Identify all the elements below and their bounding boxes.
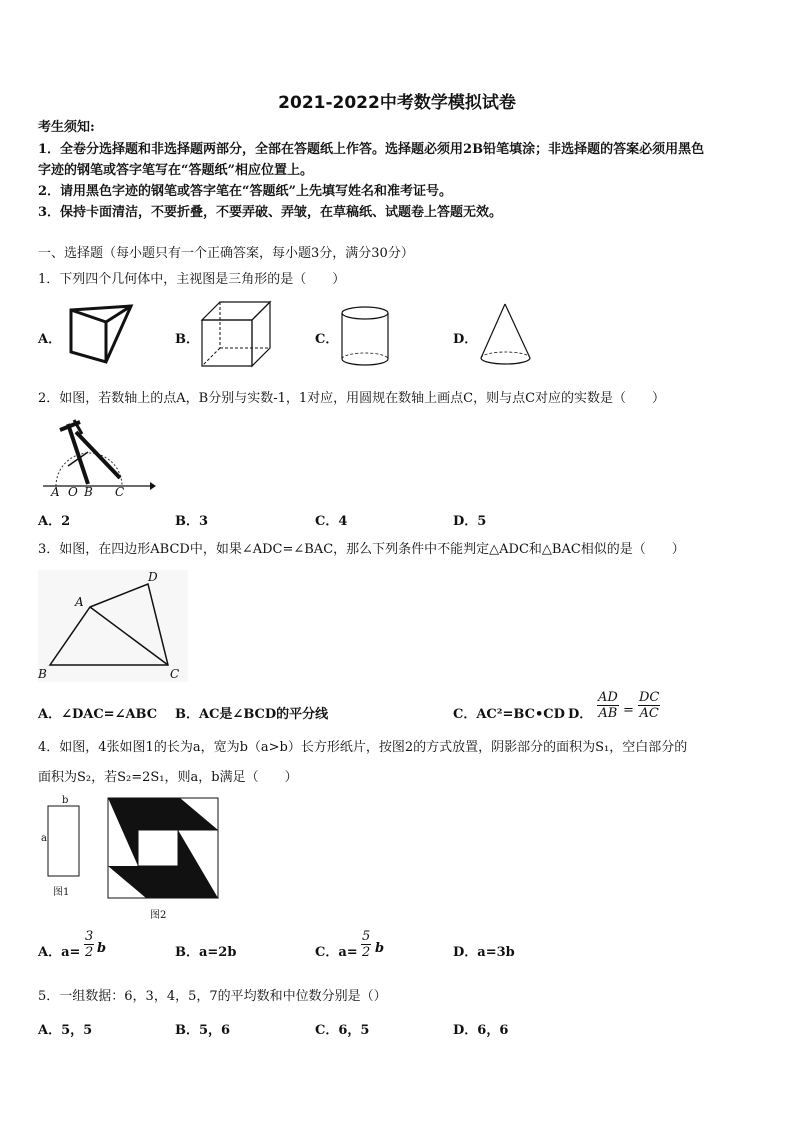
axis-label-b: B bbox=[84, 485, 93, 499]
q5-option-b[interactable]: B．5，6 bbox=[175, 1023, 231, 1038]
q4-option-c[interactable]: C．a= bbox=[315, 945, 358, 960]
notice-line: 3．保持卡面清洁，不要折叠，不要弄破、弄皱，在草稿纸、试题卷上答题无效。 bbox=[38, 205, 503, 220]
axis-label-o: O bbox=[68, 485, 78, 499]
point-label-a: A bbox=[75, 595, 84, 609]
q3-option-a[interactable]: A．∠DAC=∠ABC bbox=[38, 707, 158, 722]
question-4-stem-line1: 4．如图，4张如图1的长为a，宽为b（a>b）长方形纸片，按图2的方式放置，阴影部分的面积为S₁，空白部分的 bbox=[38, 740, 688, 755]
figure-1-rectangle bbox=[38, 796, 88, 896]
equals-sign: = bbox=[623, 703, 634, 718]
q4-option-a[interactable]: A．a= bbox=[38, 945, 81, 960]
q4-option-c-fraction: $\frac{5}{2}$ bbox=[362, 929, 371, 960]
fig2-caption: 图2 bbox=[150, 910, 167, 921]
fig1-caption: 图1 bbox=[53, 887, 70, 898]
question-3-stem: 3．如图，在四边形ABCD中，如果∠ADC=∠BAC，那么下列条件中不能判定△ADC和△BAC相似的是（ ） bbox=[38, 542, 685, 557]
question-4-stem-line2: 面积为S₂，若S₂=2S₁，则a，b满足（ ） bbox=[38, 770, 298, 785]
q1-option-c[interactable]: C． bbox=[315, 332, 339, 347]
q1-option-a[interactable]: A． bbox=[38, 332, 62, 347]
figure-2-shaded-square bbox=[106, 796, 226, 902]
q1-option-b[interactable]: B． bbox=[175, 332, 199, 347]
q2-option-d[interactable]: D．5 bbox=[453, 514, 487, 529]
point-label-c: C bbox=[170, 667, 180, 681]
cone-figure bbox=[478, 302, 536, 370]
cylinder-figure bbox=[340, 304, 392, 370]
question-5-stem: 5．一组数据：6，3，4，5，7的平均数和中位数分别是（） bbox=[38, 989, 387, 1004]
triangular-prism-figure bbox=[66, 302, 141, 370]
section-heading: 一、选择题（每小题只有一个正确答案，每小题3分，满分30分） bbox=[38, 246, 414, 261]
q4-option-c-tail: b bbox=[375, 941, 385, 956]
q3-option-b[interactable]: B．AC是∠BCD的平分线 bbox=[175, 707, 329, 722]
fig1-label-b: b bbox=[62, 795, 69, 806]
q2-option-c[interactable]: C．4 bbox=[315, 514, 348, 529]
point-label-b: B bbox=[38, 667, 47, 681]
fig1-label-a: a bbox=[41, 833, 47, 844]
quadrilateral-abcd-figure bbox=[38, 570, 188, 682]
notice-heading: 考生须知: bbox=[38, 120, 95, 135]
q3-fraction-dc-ac: $\frac{DC}{AC}$ bbox=[639, 690, 660, 721]
notice-line: 字迹的钢笔或答字笔写在“答题纸”相应位置上。 bbox=[38, 163, 313, 178]
question-1-stem: 1．下列四个几何体中，主视图是三角形的是（ ） bbox=[38, 272, 346, 287]
page-title: 2021-2022中考数学模拟试卷 bbox=[278, 93, 516, 113]
notice-line: 2．请用黑色字迹的钢笔或答字笔在“答题纸”上先填写姓名和准考证号。 bbox=[38, 184, 453, 199]
q2-option-b[interactable]: B．3 bbox=[175, 514, 209, 529]
q4-option-b[interactable]: B．a=2b bbox=[175, 945, 237, 960]
axis-label-c: C bbox=[115, 485, 125, 499]
q5-option-a[interactable]: A．5，5 bbox=[38, 1023, 93, 1038]
question-2-stem: 2．如图，若数轴上的点A，B分别与实数-1，1对应，用圆规在数轴上画点C，则与点C对应的实数是（ ） bbox=[38, 391, 666, 406]
q3-option-d[interactable]: D． bbox=[568, 707, 593, 722]
q5-option-c[interactable]: C．6，5 bbox=[315, 1023, 370, 1038]
q3-option-c[interactable]: C．AC²=BC•CD bbox=[453, 707, 565, 722]
q4-option-a-fraction: $\frac{3}{2}$ bbox=[85, 929, 94, 960]
q3-fraction-ad-ab: $\frac{AD}{AB}$ bbox=[598, 690, 618, 721]
point-label-d: D bbox=[148, 570, 158, 584]
q5-option-d[interactable]: D．6，6 bbox=[453, 1023, 509, 1038]
notice-line: 1．全卷分选择题和非选择题两部分，全部在答题纸上作答。选择题必须用2B铅笔填涂；非选择题的答案必须用黑色 bbox=[38, 142, 705, 157]
q4-option-a-tail: b bbox=[97, 941, 107, 956]
axis-label-a: A bbox=[51, 485, 60, 499]
q4-option-d[interactable]: D．a=3b bbox=[453, 945, 515, 960]
q1-option-d[interactable]: D． bbox=[453, 332, 478, 347]
cube-figure bbox=[198, 300, 273, 370]
q2-option-a[interactable]: A．2 bbox=[38, 514, 71, 529]
